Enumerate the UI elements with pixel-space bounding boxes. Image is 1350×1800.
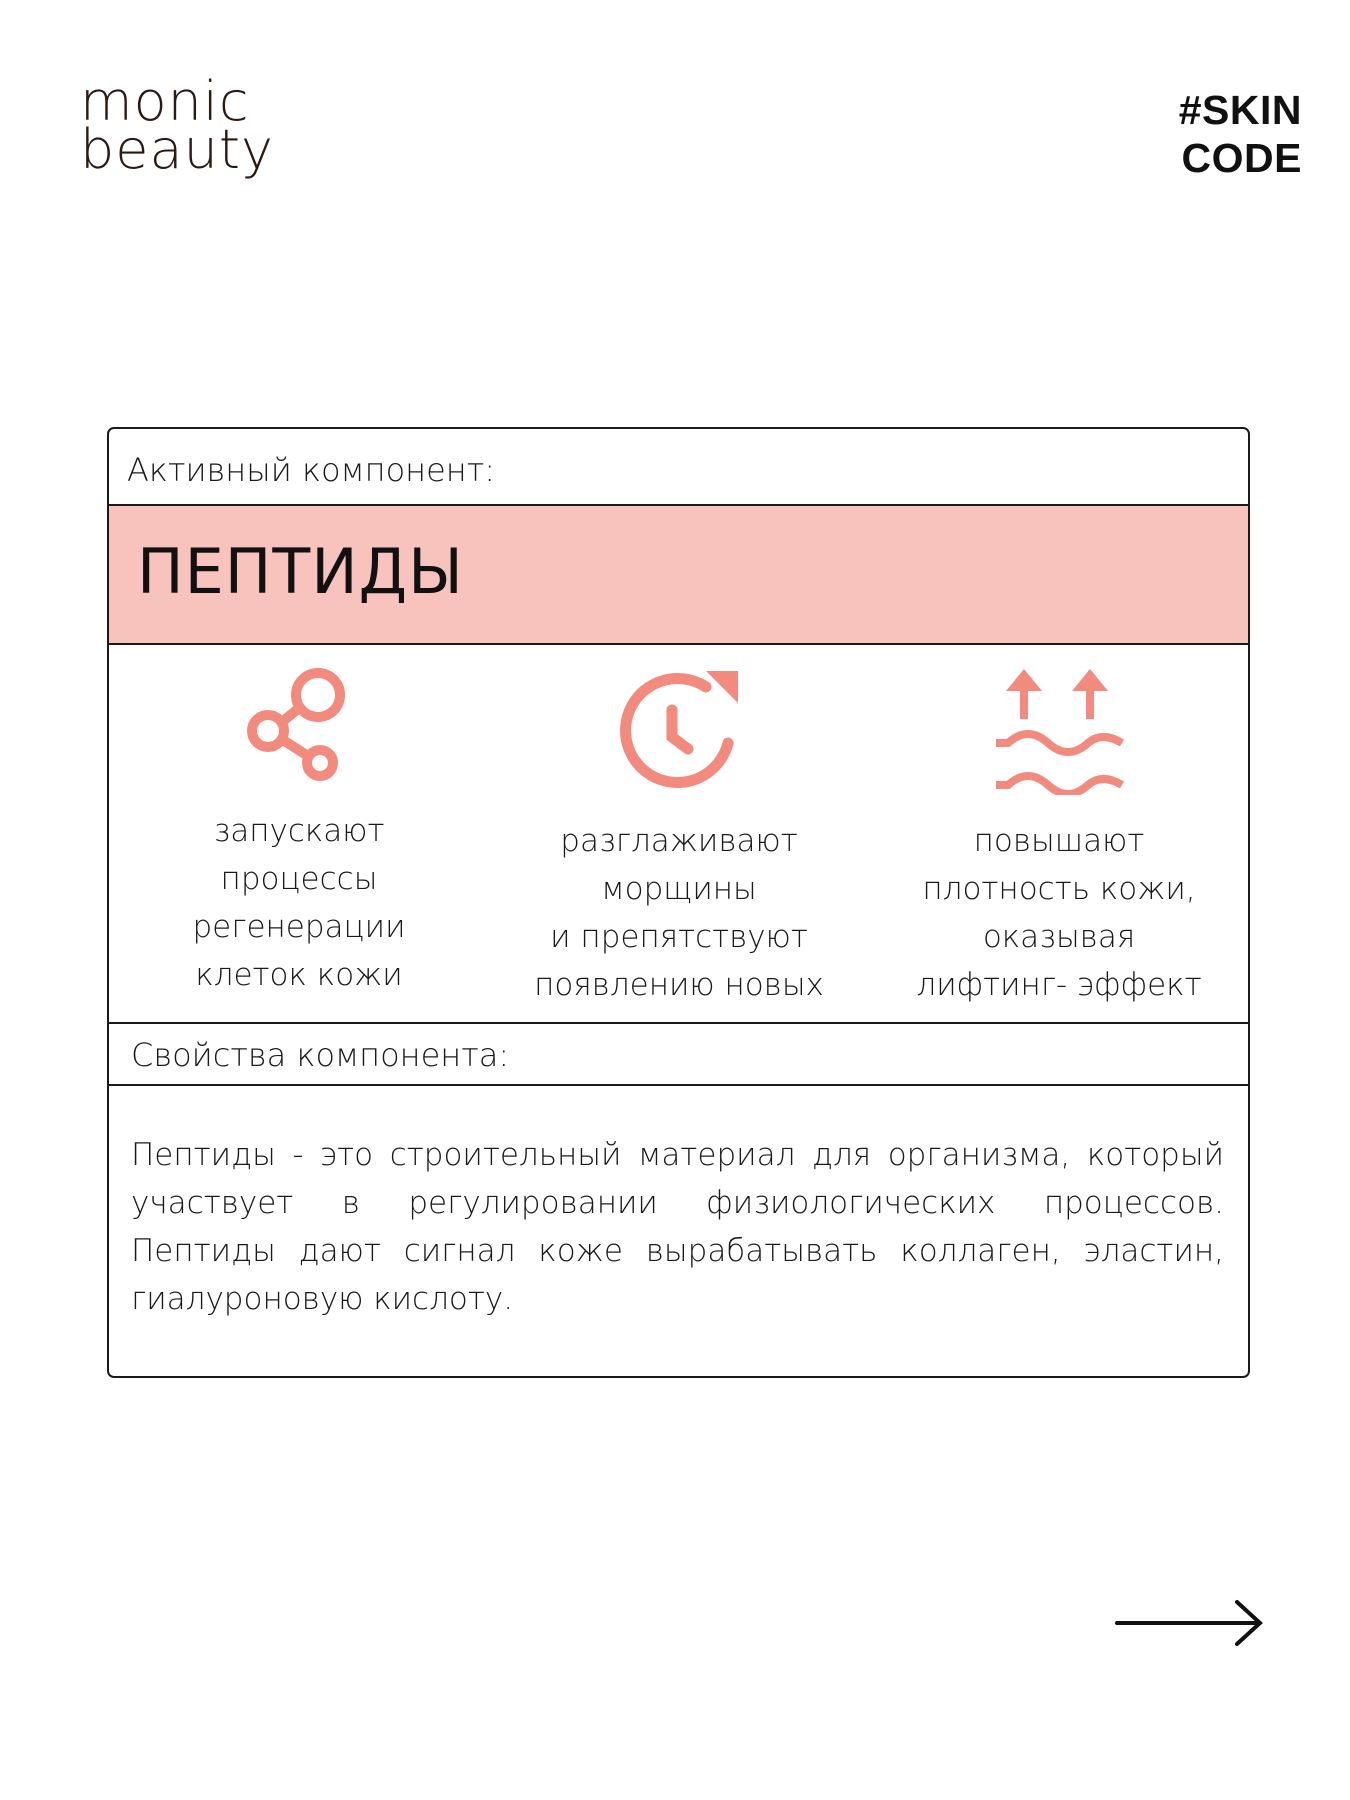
benefit-line: оказывая bbox=[982, 919, 1136, 955]
benefit-line: разглаживают bbox=[560, 823, 798, 859]
ingredient-title: ПЕПТИДЫ bbox=[137, 535, 464, 608]
clock-refresh-icon bbox=[614, 665, 744, 795]
arrow-right-icon[interactable] bbox=[1115, 1598, 1265, 1648]
benefit-line: регенерации bbox=[192, 909, 406, 945]
properties-label: Свойства компонента: bbox=[109, 1024, 1248, 1086]
benefit-line: появлению новых bbox=[534, 967, 824, 1003]
brand-line-2: beauty bbox=[80, 118, 274, 181]
benefit-wrinkles bbox=[489, 645, 869, 1009]
benefit-text bbox=[109, 807, 489, 999]
benefits-row bbox=[109, 645, 1248, 1024]
benefit-regeneration bbox=[109, 645, 489, 999]
benefit-line: и препятствуют bbox=[550, 919, 808, 955]
brand-logo bbox=[80, 70, 274, 181]
benefit-line: запускают bbox=[213, 813, 385, 849]
ingredient-title-band bbox=[109, 506, 1248, 645]
benefit-density bbox=[869, 645, 1249, 1009]
molecule-icon bbox=[244, 665, 354, 785]
benefit-line: повышают bbox=[973, 823, 1145, 859]
benefit-text bbox=[869, 817, 1249, 1009]
properties-description: Пептиды - это строительный материал для организма, который участвует в регулировании физиологических процессов. Пептиды дают сигнал коже вырабатывать коллаген, эластин, гиалуроновую кислоту. bbox=[131, 1137, 1224, 1317]
hashtag bbox=[1179, 86, 1302, 182]
benefit-line: плотность кожи, bbox=[922, 871, 1196, 907]
benefit-line: морщины bbox=[601, 871, 757, 907]
benefit-line: процессы bbox=[220, 861, 378, 897]
active-component-label: Активный компонент: bbox=[109, 429, 1248, 506]
brand-line-1: monic bbox=[80, 70, 250, 133]
benefit-line: клеток кожи bbox=[195, 957, 403, 993]
ingredient-card bbox=[107, 427, 1250, 1378]
waves-arrows-up-icon bbox=[994, 665, 1124, 795]
benefit-line: лифтинг- эффект bbox=[916, 967, 1202, 1003]
hashtag-line-2: CODE bbox=[1181, 135, 1302, 181]
benefit-text bbox=[489, 817, 869, 1009]
hashtag-line-1: #SKIN bbox=[1178, 87, 1302, 133]
